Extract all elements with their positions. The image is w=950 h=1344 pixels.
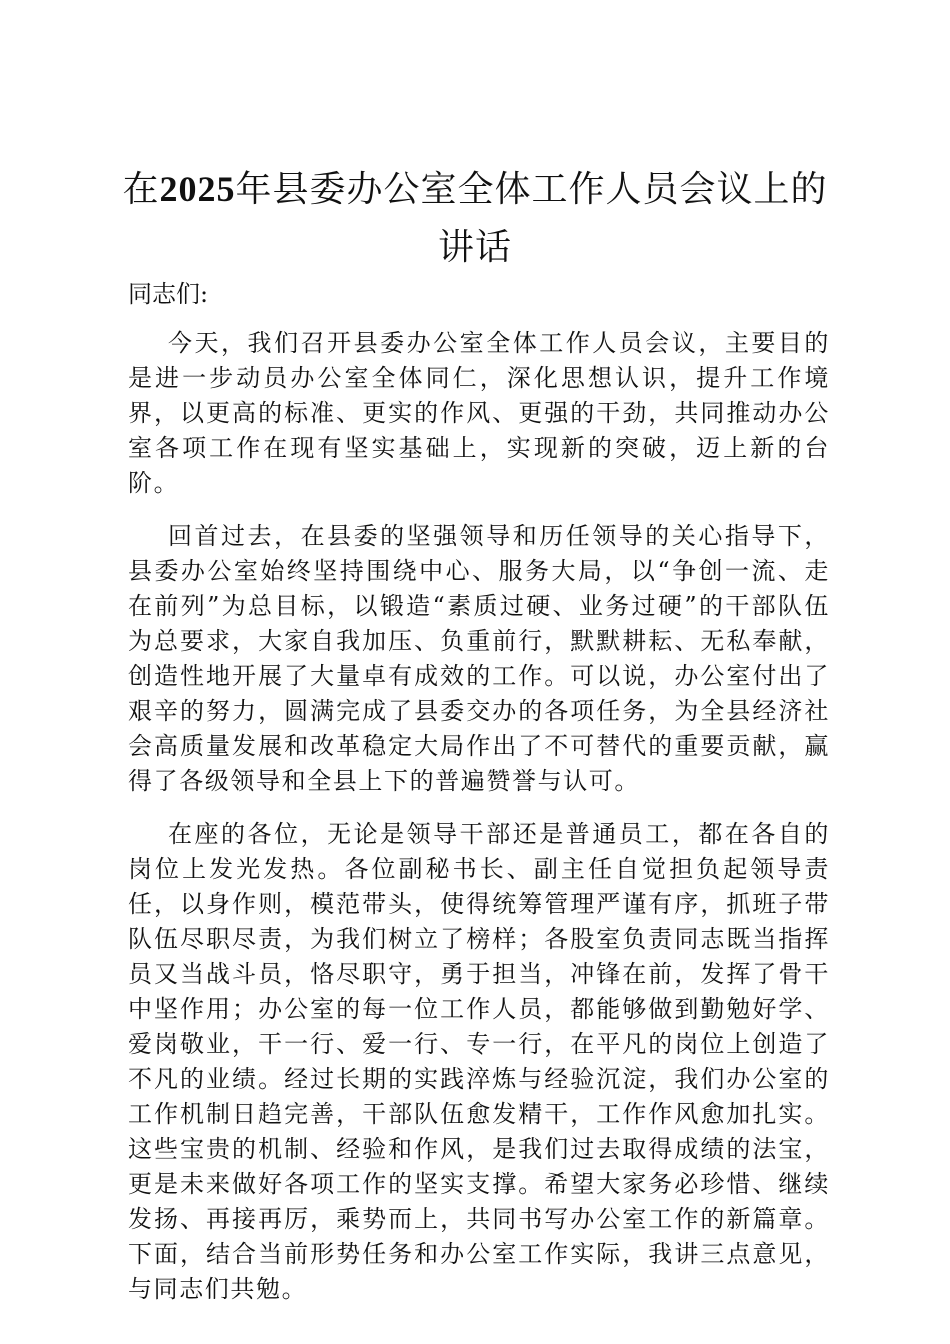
paragraph-1: 今天，我们召开县委办公室全体工作人员会议，主要目的是进一步动员办公室全体同仁，深化思想认识，提升工作境界，以更高的标准、更实的作风、更强的干劲，共同推动办公室各项工作在现有坚实基础上，实现新的突破，迈上新的台阶。	[128, 329, 830, 497]
document-title	[110, 160, 840, 277]
paragraph-2: 回首过去，在县委的坚强领导和历任领导的关心指导下，县委办公室始终坚持围绕中心、服务大局，以“争创一流、走在前列”为总目标，以锻造“素质过硬、业务过硬”的干部队伍为总要求，大家自我加压、负重前行，默默耕耘、无私奉献，创造性地开展了大量卓有成效的工作。可以说，办公室付出了艰辛的努力，圆满完成了县委交办的各项任务，为全县经济社会高质量发展和改革稳定大局作出了不可替代的重要贡献，赢得了各级领导和全县上下的普遍赞誉与认可。	[128, 522, 830, 795]
salutation: 同志们:	[128, 280, 209, 308]
document-body	[128, 326, 830, 1325]
title-rest: 年县委办公室全体工作人员会议上的讲话	[235, 169, 828, 268]
title-prefix: 在	[122, 169, 160, 210]
paragraph-3: 在座的各位，无论是领导干部还是普通员工，都在各自的岗位上发光发热。各位副秘书长、副主任自觉担负起领导责任，以身作则，模范带头，使得统筹管理严谨有序，抓班子带队伍尽职尽责，为我们树立了榜样；各股室负责同志既当指挥员又当战斗员，恪尽职守，勇于担当，冲锋在前，发挥了骨干中坚作用；办公室的每一位工作人员，都能够做到勤勉好学、爱岗敬业，干一行、爱一行、专一行，在平凡的岗位上创造了不凡的业绩。经过长期的实践淬炼与经验沉淀，我们办公室的工作机制日趋完善，干部队伍愈发精干，工作作风愈加扎实。这些宝贵的机制、经验和作风，是我们过去取得成绩的法宝，更是未来做好各项工作的坚实支撑。希望大家务必珍惜、继续发扬、再接再厉，乘势而上，共同书写办公室工作的新篇章。下面，结合当前形势任务和办公室工作实际，我讲三点意见，与同志们共勉。	[128, 820, 830, 1303]
title-year: 2025	[159, 169, 236, 209]
